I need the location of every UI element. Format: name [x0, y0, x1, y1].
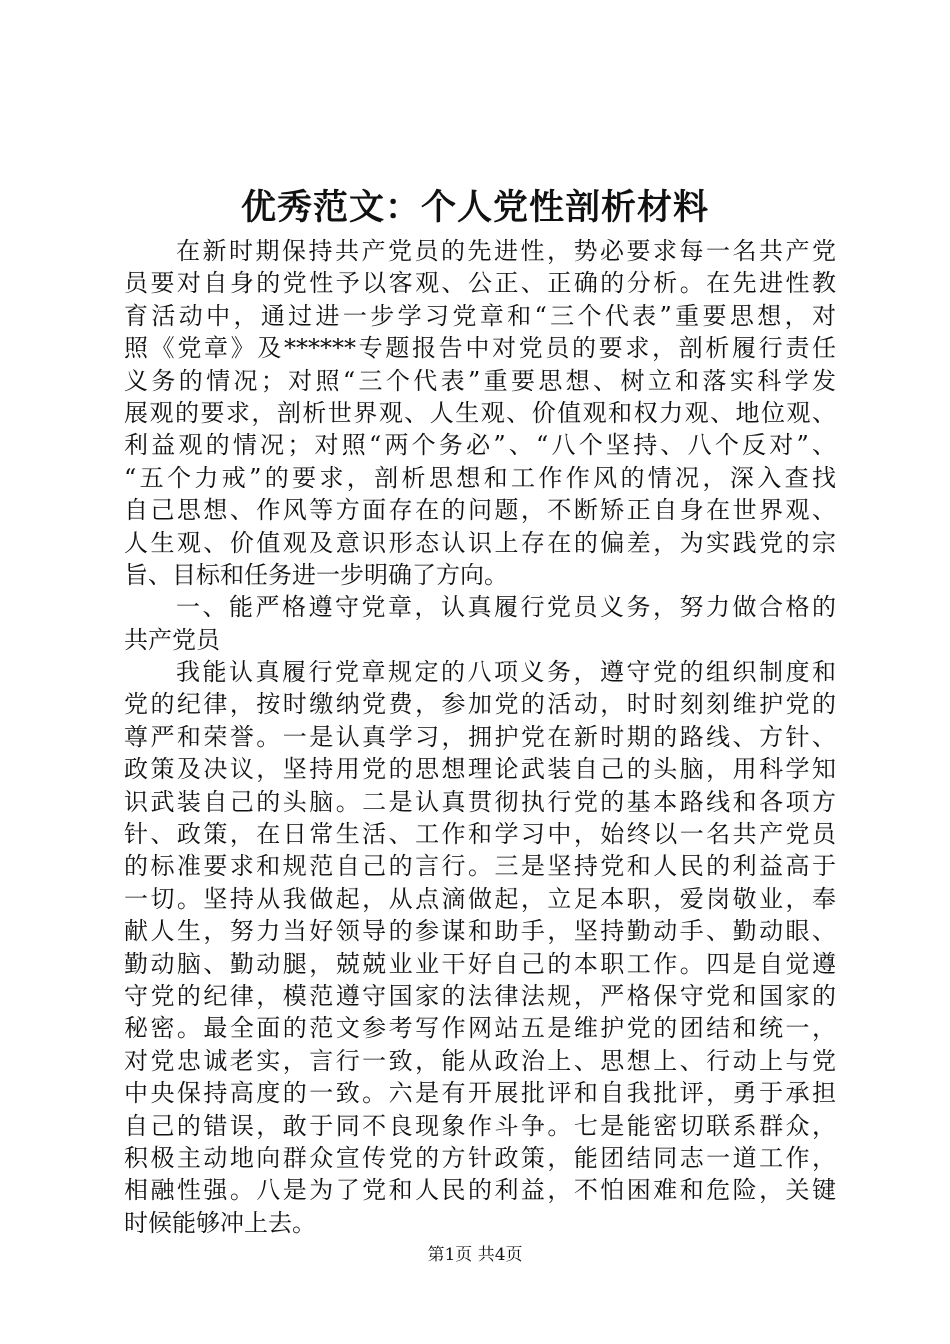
body-text-line: 育活动中，通过进一步学习党章和“三个代表”重要思想，对 — [124, 301, 836, 330]
body-text-line: 党的纪律，按时缴纳党费，参加党的活动，时时刻刻维护党的 — [124, 690, 836, 719]
body-text-line: 秘密。最全面的范文参考写作网站五是维护党的团结和统一， — [124, 1014, 836, 1043]
body-text-line: 展观的要求，剖析世界观、人生观、价值观和权力观、地位观、 — [124, 398, 836, 427]
body-text-line: 照《党章》及******专题报告中对党员的要求，剖析履行责任 — [124, 334, 836, 363]
body-text-line: 我能认真履行党章规定的八项义务，遵守党的组织制度和 — [176, 658, 836, 687]
body-text-line: 积极主动地向群众宣传党的方针政策，能团结同志一道工作， — [124, 1143, 836, 1172]
body-text-line: 尊严和荣誉。一是认真学习，拥护党在新时期的路线、方针、 — [124, 722, 836, 751]
body-text-line: 识武装自己的头脑。二是认真贯彻执行党的基本路线和各项方 — [124, 787, 836, 816]
body-text-line: 时候能够冲上去。 — [124, 1208, 316, 1237]
body-text-line: 在新时期保持共产党员的先进性，势必要求每一名共产党 — [176, 237, 836, 265]
body-text-line: 一、能严格遵守党章，认真履行党员义务，努力做合格的 — [176, 593, 836, 622]
body-text-line: 员要对自身的党性予以客观、公正、正确的分析。在先进性教 — [124, 269, 836, 298]
body-text-line: 自己思想、作风等方面存在的问题，不断矫正自身在世界观、 — [124, 496, 836, 525]
body-text-line: 守党的纪律，模范遵守国家的法律法规，严格保守党和国家的 — [124, 981, 836, 1010]
body-text-line: 旨、目标和任务进一步明确了方向。 — [124, 560, 508, 589]
body-text-line: 义务的情况；对照“三个代表”重要思想、树立和落实科学发 — [124, 366, 836, 395]
body-text-line: 相融性强。八是为了党和人民的利益，不怕困难和危险，关键 — [124, 1176, 836, 1205]
body-text-line: 针、政策，在日常生活、工作和学习中，始终以一名共产党员 — [124, 820, 836, 849]
page-footer: 第1页 共4页 — [427, 1245, 523, 1265]
body-text-line: 中央保持高度的一致。六是有开展批评和自我批评，勇于承担 — [124, 1079, 836, 1108]
body-text-line: 一切。坚持从我做起，从点滴做起，立足本职，爱岗敬业，奉 — [124, 884, 836, 913]
body-text-line: 人生观、价值观及意识形态认识上存在的偏差，为实践党的宗 — [124, 528, 836, 557]
body-text-line: “五个力戒”的要求，剖析思想和工作作风的情况，深入查找 — [124, 463, 836, 492]
body-text-line: 献人生，努力当好领导的参谋和助手，坚持勤动手、勤动眼、 — [124, 917, 836, 946]
body-text-line: 利益观的情况；对照“两个务必”、“八个坚持、八个反对”、 — [124, 431, 836, 460]
body-text-line: 共产党员 — [124, 625, 220, 654]
body-text-line: 的标准要求和规范自己的言行。三是坚持党和人民的利益高于 — [124, 852, 836, 881]
body-text-line: 自己的错误，敢于同不良现象作斗争。七是能密切联系群众， — [124, 1111, 836, 1140]
body-text-line: 政策及决议，坚持用党的思想理论武装自己的头脑，用科学知 — [124, 755, 836, 784]
body-text-line: 勤动脑、勤动腿，兢兢业业干好自己的本职工作。四是自觉遵 — [124, 949, 836, 978]
body-text-line: 对党忠诚老实，言行一致，能从政治上、思想上、行动上与党 — [124, 1046, 836, 1075]
document-title: 优秀范文：个人党性剖析材料 — [240, 187, 709, 228]
document-body — [124, 235, 836, 1239]
